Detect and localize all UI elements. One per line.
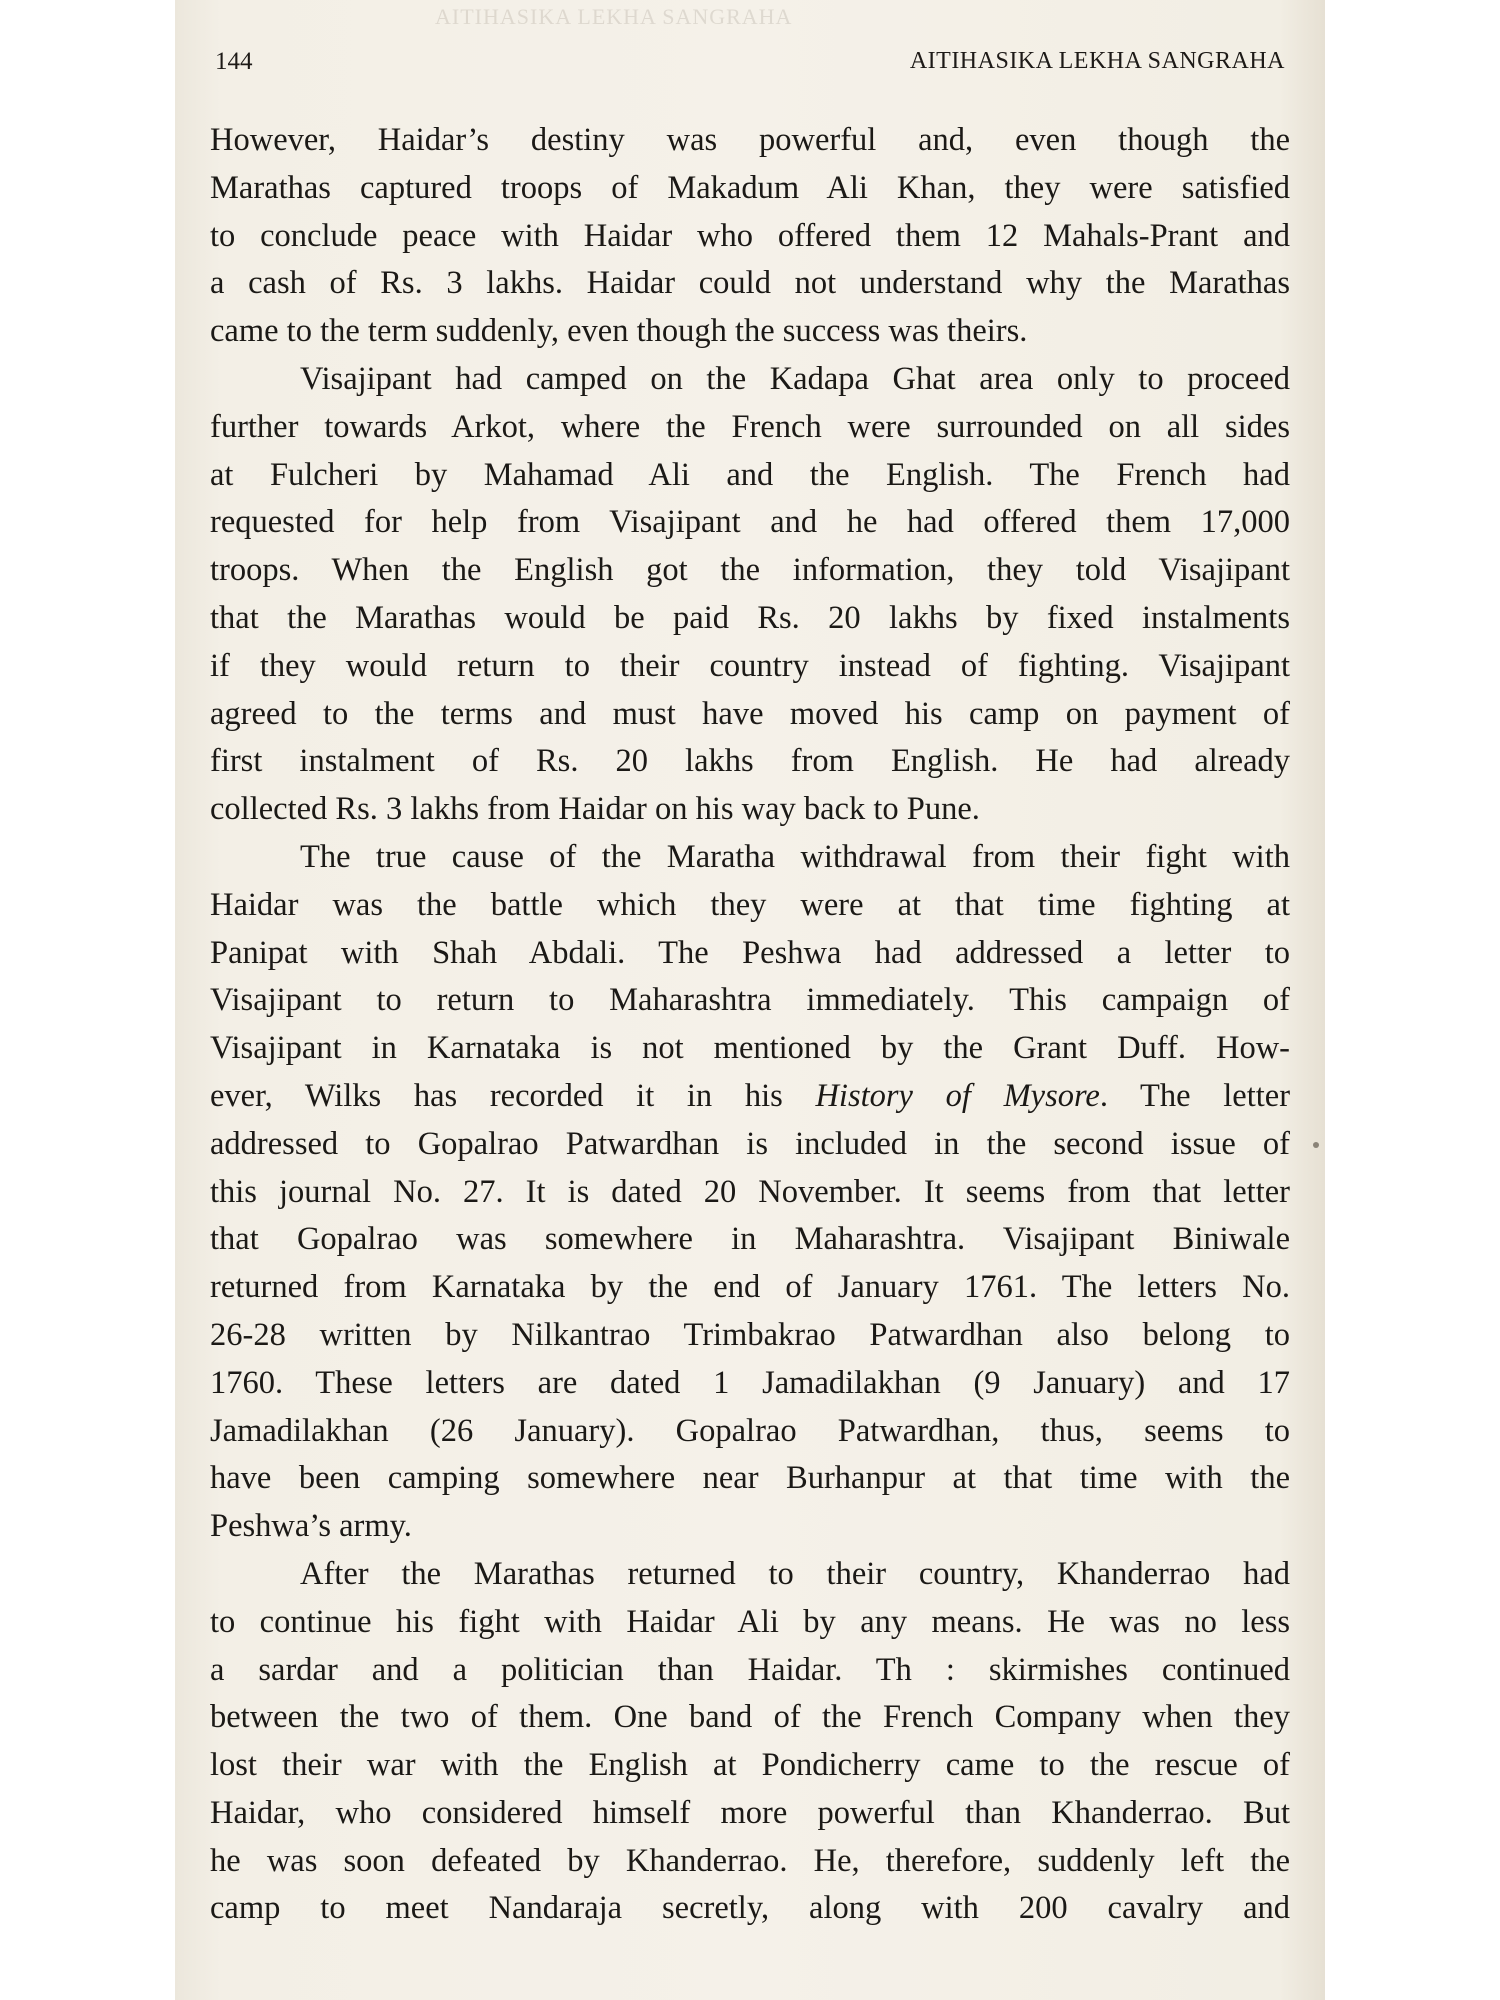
page-number: 144 xyxy=(215,48,253,75)
page-header xyxy=(215,48,1285,84)
text-line: After the Marathas returned to their country, Khanderrao had xyxy=(300,1555,1290,1592)
text-line: Peshwa’s army. xyxy=(210,1508,412,1545)
text-line: have been camping somewhere near Burhanpur at that time with the xyxy=(210,1460,1290,1497)
text-line: Haidar was the battle which they were at that time fighting at xyxy=(210,886,1290,923)
text-line: troops. When the English got the information, they told Visajipant xyxy=(210,552,1290,589)
text-line: returned from Karnataka by the end of January 1761. The letters No. xyxy=(210,1269,1290,1306)
text-line: However, Haidar’s destiny was powerful and, even though the xyxy=(210,122,1290,158)
text-line: he was soon defeated by Khanderrao. He, therefore, suddenly left the xyxy=(210,1842,1290,1879)
text-line: ever, Wilks has recorded it in his History of Mysore. The letter xyxy=(210,1077,1290,1114)
text-line: this journal No. 27. It is dated 20 November. It seems from that letter xyxy=(210,1173,1290,1210)
text-line: if they would return to their country instead of fighting. Visajipant xyxy=(210,647,1290,684)
body-text xyxy=(210,117,1290,1933)
text-line: at Fulcheri by Mahamad Ali and the English. The French had xyxy=(210,456,1290,493)
text-line: 26-28 written by Nilkantrao Trimbakrao Patwardhan also belong to xyxy=(210,1316,1290,1353)
text-line: Panipat with Shah Abdali. The Peshwa had addressed a letter to xyxy=(210,934,1290,971)
text-line: Visajipant to return to Maharashtra immediately. This campaign of xyxy=(210,982,1290,1019)
text-line: The true cause of the Maratha withdrawal from their fight with xyxy=(300,838,1290,875)
text-line: Visajipant in Karnataka is not mentioned by the Grant Duff. How- xyxy=(210,1030,1290,1067)
book-page xyxy=(175,0,1325,2000)
text-line: that Gopalrao was somewhere in Maharashtra. Visajipant Biniwale xyxy=(210,1221,1290,1258)
text-line: requested for help from Visajipant and he had offered them 17,000 xyxy=(210,504,1290,541)
book-title: History of Mysore xyxy=(815,1077,1100,1114)
text-line: first instalment of Rs. 20 lakhs from English. He had already xyxy=(210,743,1290,780)
text-line: came to the term suddenly, even though the success was theirs. xyxy=(210,313,1028,350)
show-through-header: AITIHASIKA LEKHA SANGRAHA xyxy=(435,4,793,29)
text-line: to conclude peace with Haidar who offered them 12 Mahals-Prant and xyxy=(210,217,1290,254)
text-line: Visajipant had camped on the Kadapa Ghat area only to proceed xyxy=(300,360,1290,397)
text-line: a sardar and a politician than Haidar. Th : skirmishes continued xyxy=(210,1651,1290,1688)
text-line: collected Rs. 3 lakhs from Haidar on his way back to Pune. xyxy=(210,791,980,828)
text-line: further towards Arkot, where the French were surrounded on all sides xyxy=(210,408,1290,445)
text-line: camp to meet Nandaraja secretly, along with 200 cavalry and xyxy=(210,1890,1290,1927)
text-line: Haidar, who considered himself more powerful than Khanderrao. But xyxy=(210,1794,1290,1831)
text-line: a cash of Rs. 3 lakhs. Haidar could not understand why the Marathas xyxy=(210,265,1290,302)
text-line: agreed to the terms and must have moved his camp on payment of xyxy=(210,695,1290,732)
text-line: between the two of them. One band of the French Company when they xyxy=(210,1699,1290,1736)
text-line: lost their war with the English at Pondicherry came to the rescue of xyxy=(210,1747,1290,1784)
text-line: addressed to Gopalrao Patwardhan is included in the second issue of xyxy=(210,1125,1290,1162)
text-line: that the Marathas would be paid Rs. 20 lakhs by fixed instalments xyxy=(210,599,1290,636)
text-line: 1760. These letters are dated 1 Jamadilakhan (9 January) and 17 xyxy=(210,1364,1290,1401)
text-line: Jamadilakhan (26 January). Gopalrao Patwardhan, thus, seems to xyxy=(210,1412,1290,1449)
paper-speck xyxy=(1313,1142,1319,1148)
running-head: AITIHASIKA LEKHA SANGRAHA xyxy=(909,48,1285,74)
text-line: to continue his fight with Haidar Ali by any means. He was no less xyxy=(210,1603,1290,1640)
text-line: Marathas captured troops of Makadum Ali Khan, they were satisfied xyxy=(210,169,1290,206)
